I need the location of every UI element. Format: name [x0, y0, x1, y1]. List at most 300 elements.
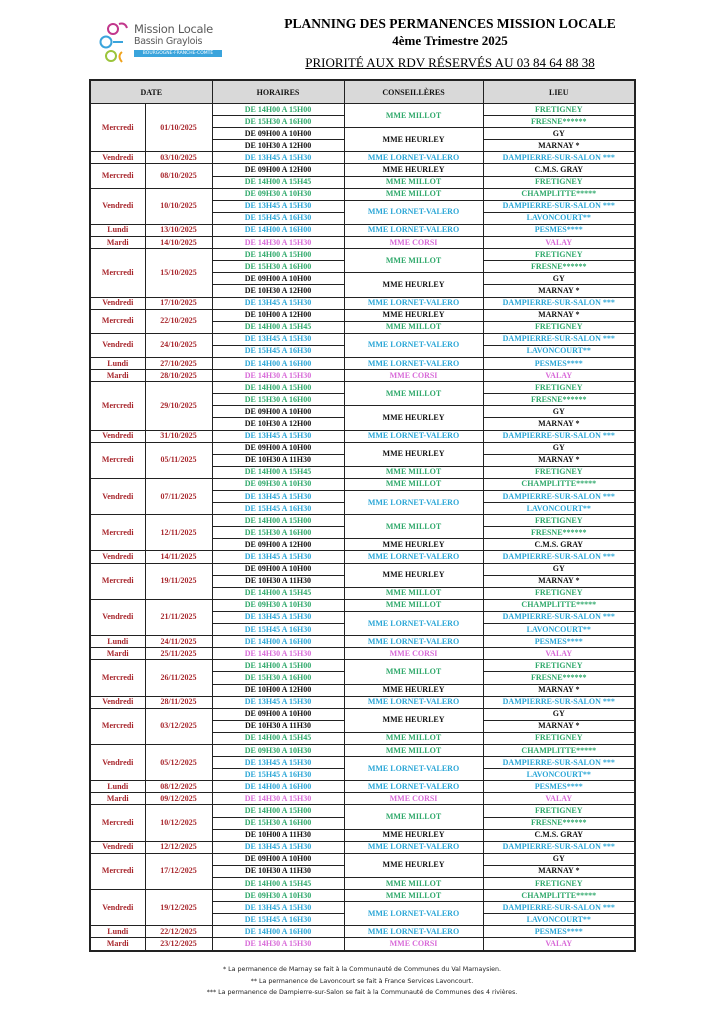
horaire-cell: DE 15H30 A 16H00: [212, 394, 344, 406]
conseillere-cell: MME LORNET-VALERO: [344, 696, 483, 708]
horaire-cell: DE 09H00 A 10H00: [212, 563, 344, 575]
day-cell: Lundi: [90, 224, 145, 236]
lieu-cell: GY: [483, 563, 635, 575]
lieu-cell: FRETIGNEY: [483, 176, 635, 188]
lieu-cell: PESMES****: [483, 224, 635, 236]
lieu-cell: VALAY: [483, 237, 635, 249]
date-cell: 08/10/2025: [145, 164, 212, 188]
logo-region-band: BOURGOGNE-FRANCHE-COMTÉ: [134, 50, 222, 57]
day-cell: Mercredi: [90, 382, 145, 430]
day-cell: Mercredi: [90, 164, 145, 188]
day-cell: Mercredi: [90, 309, 145, 333]
date-cell: 26/11/2025: [145, 660, 212, 696]
horaire-cell: DE 09H00 A 12H00: [212, 539, 344, 551]
conseillere-cell: MME HEURLEY: [344, 128, 483, 152]
date-cell: 28/11/2025: [145, 696, 212, 708]
conseillere-cell: MME HEURLEY: [344, 829, 483, 841]
conseillere-cell: MME LORNET-VALERO: [344, 200, 483, 224]
lieu-cell: DAMPIERRE-SUR-SALON ***: [483, 297, 635, 309]
lieu-cell: FRETIGNEY: [483, 104, 635, 116]
horaire-cell: DE 10H30 A 11H30: [212, 575, 344, 587]
day-cell: Vendredi: [90, 297, 145, 309]
date-cell: 12/12/2025: [145, 841, 212, 853]
horaire-cell: DE 13H45 A 15H30: [212, 611, 344, 623]
table-row: [90, 938, 635, 951]
planning-body: [90, 104, 635, 951]
lieu-cell: MARNAY *: [483, 140, 635, 152]
table-row: [90, 744, 635, 756]
lieu-cell: LAVONCOURT**: [483, 769, 635, 781]
horaire-cell: DE 14H30 A 15H30: [212, 793, 344, 805]
horaire-cell: DE 10H30 A 11H30: [212, 454, 344, 466]
lieu-cell: PESMES****: [483, 357, 635, 369]
day-cell: Mercredi: [90, 515, 145, 551]
conseillere-cell: MME LORNET-VALERO: [344, 926, 483, 938]
day-cell: Lundi: [90, 926, 145, 938]
lieu-cell: DAMPIERRE-SUR-SALON ***: [483, 611, 635, 623]
lieu-cell: DAMPIERRE-SUR-SALON ***: [483, 152, 635, 164]
date-cell: 03/12/2025: [145, 708, 212, 744]
horaire-cell: DE 13H45 A 15H30: [212, 841, 344, 853]
table-row: [90, 224, 635, 236]
lieu-cell: GY: [483, 406, 635, 418]
lieu-cell: MARNAY *: [483, 418, 635, 430]
date-cell: 31/10/2025: [145, 430, 212, 442]
lieu-cell: FRESNE******: [483, 394, 635, 406]
conseillere-cell: MME LORNET-VALERO: [344, 841, 483, 853]
horaire-cell: DE 14H00 A 15H00: [212, 515, 344, 527]
conseillere-cell: MME MILLOT: [344, 599, 483, 611]
mission-locale-logo: [96, 20, 236, 70]
horaire-cell: DE 14H30 A 15H30: [212, 648, 344, 660]
horaire-cell: DE 09H00 A 10H00: [212, 708, 344, 720]
horaire-cell: DE 14H30 A 15H30: [212, 938, 344, 951]
conseillere-cell: MME MILLOT: [344, 660, 483, 684]
lieu-cell: MARNAY *: [483, 285, 635, 297]
conseillere-cell: MME MILLOT: [344, 176, 483, 188]
logo-line1: Mission Locale: [134, 22, 213, 36]
date-cell: 15/10/2025: [145, 249, 212, 297]
table-row: [90, 551, 635, 563]
lieu-cell: VALAY: [483, 793, 635, 805]
lieu-cell: DAMPIERRE-SUR-SALON ***: [483, 551, 635, 563]
date-cell: 24/11/2025: [145, 636, 212, 648]
footnote-dampierre: *** La permanence de Dampierre-sur-Salon se fait à la Communauté de Communes des 4 rivières.: [206, 989, 518, 996]
conseillere-cell: MME MILLOT: [344, 478, 483, 490]
conseillere-cell: MME HEURLEY: [344, 309, 483, 321]
table-row: [90, 841, 635, 853]
day-cell: Mercredi: [90, 104, 145, 152]
horaire-cell: DE 10H30 A 12H00: [212, 285, 344, 297]
conseillere-cell: MME HEURLEY: [344, 273, 483, 297]
conseillere-cell: MME HEURLEY: [344, 684, 483, 696]
conseillere-cell: MME LORNET-VALERO: [344, 781, 483, 793]
conseillere-cell: MME LORNET-VALERO: [344, 757, 483, 781]
horaire-cell: DE 14H00 A 15H45: [212, 321, 344, 333]
date-cell: 21/11/2025: [145, 599, 212, 635]
conseillere-cell: MME MILLOT: [344, 188, 483, 200]
date-cell: 10/12/2025: [145, 805, 212, 841]
table-row: [90, 297, 635, 309]
date-cell: 22/12/2025: [145, 926, 212, 938]
day-cell: Vendredi: [90, 696, 145, 708]
table-row: [90, 515, 635, 527]
day-cell: Vendredi: [90, 478, 145, 514]
conseillere-cell: MME MILLOT: [344, 732, 483, 744]
page-title: PLANNING DES PERMANENCES MISSION LOCALE: [284, 16, 616, 31]
lieu-cell: FRETIGNEY: [483, 382, 635, 394]
date-cell: 14/10/2025: [145, 237, 212, 249]
table-row: [90, 660, 635, 672]
horaire-cell: DE 14H00 A 16H00: [212, 926, 344, 938]
day-cell: Vendredi: [90, 333, 145, 357]
lieu-cell: CHAMPLITTE*****: [483, 478, 635, 490]
horaire-cell: DE 14H00 A 15H45: [212, 732, 344, 744]
horaire-cell: DE 14H00 A 15H45: [212, 466, 344, 478]
horaire-cell: DE 15H45 A 16H30: [212, 212, 344, 224]
horaire-cell: DE 13H45 A 15H30: [212, 430, 344, 442]
horaire-cell: DE 15H45 A 16H30: [212, 503, 344, 515]
horaire-cell: DE 13H45 A 15H30: [212, 200, 344, 212]
horaire-cell: DE 10H00 A 12H00: [212, 309, 344, 321]
date-cell: 28/10/2025: [145, 370, 212, 382]
conseillere-cell: MME LORNET-VALERO: [344, 333, 483, 357]
table-row: [90, 648, 635, 660]
lieu-cell: MARNAY *: [483, 454, 635, 466]
table-row: [90, 309, 635, 321]
column-header-horaires: HORAIRES: [212, 80, 344, 104]
lieu-cell: CHAMPLITTE*****: [483, 599, 635, 611]
conseillere-cell: MME MILLOT: [344, 104, 483, 128]
conseillere-cell: MME CORSI: [344, 793, 483, 805]
planning-table: [89, 79, 636, 952]
day-cell: Mardi: [90, 648, 145, 660]
lieu-cell: DAMPIERRE-SUR-SALON ***: [483, 491, 635, 503]
day-cell: Vendredi: [90, 430, 145, 442]
page-subtitle: 4ème Trimestre 2025: [392, 33, 508, 48]
lieu-cell: GY: [483, 708, 635, 720]
lieu-cell: PESMES****: [483, 781, 635, 793]
horaire-cell: DE 09H00 A 12H00: [212, 164, 344, 176]
priority-phone: PRIORITÉ AUX RDV RÉSERVÉS AU 03 84 64 88 38: [305, 55, 595, 70]
lieu-cell: CHAMPLITTE*****: [483, 188, 635, 200]
day-cell: Vendredi: [90, 188, 145, 224]
lieu-cell: GY: [483, 128, 635, 140]
horaire-cell: DE 13H45 A 15H30: [212, 551, 344, 563]
conseillere-cell: MME MILLOT: [344, 878, 483, 890]
table-row: [90, 249, 635, 261]
conseillere-cell: MME MILLOT: [344, 249, 483, 273]
date-cell: 05/11/2025: [145, 442, 212, 478]
conseillere-cell: MME MILLOT: [344, 744, 483, 756]
table-row: [90, 781, 635, 793]
date-cell: 07/11/2025: [145, 478, 212, 514]
conseillere-cell: MME CORSI: [344, 237, 483, 249]
horaire-cell: DE 09H30 A 10H30: [212, 478, 344, 490]
horaire-cell: DE 15H30 A 16H00: [212, 817, 344, 829]
horaire-cell: DE 14H30 A 15H30: [212, 370, 344, 382]
table-row: [90, 430, 635, 442]
date-cell: 03/10/2025: [145, 152, 212, 164]
horaire-cell: DE 13H45 A 15H30: [212, 757, 344, 769]
horaire-cell: DE 13H45 A 15H30: [212, 152, 344, 164]
conseillere-cell: MME CORSI: [344, 938, 483, 951]
table-row: [90, 563, 635, 575]
day-cell: Vendredi: [90, 152, 145, 164]
lieu-cell: C.M.S. GRAY: [483, 164, 635, 176]
table-row: [90, 853, 635, 865]
lieu-cell: FRETIGNEY: [483, 805, 635, 817]
lieu-cell: VALAY: [483, 648, 635, 660]
horaire-cell: DE 10H00 A 11H30: [212, 829, 344, 841]
horaire-cell: DE 14H00 A 15H45: [212, 587, 344, 599]
lieu-cell: FRETIGNEY: [483, 515, 635, 527]
footnote-marnay: * La permanence de Marnay se fait à la Communauté de Communes du Val Marnaysien.: [222, 966, 502, 973]
horaire-cell: DE 14H00 A 15H45: [212, 878, 344, 890]
horaire-cell: DE 14H00 A 15H00: [212, 660, 344, 672]
table-row: [90, 805, 635, 817]
day-cell: Mercredi: [90, 853, 145, 889]
day-cell: Lundi: [90, 636, 145, 648]
horaire-cell: DE 09H30 A 10H30: [212, 188, 344, 200]
conseillere-cell: MME HEURLEY: [344, 442, 483, 466]
table-row: [90, 164, 635, 176]
conseillere-cell: MME LORNET-VALERO: [344, 636, 483, 648]
date-cell: 27/10/2025: [145, 357, 212, 369]
day-cell: Mercredi: [90, 660, 145, 696]
table-row: [90, 357, 635, 369]
lieu-cell: DAMPIERRE-SUR-SALON ***: [483, 696, 635, 708]
date-cell: 14/11/2025: [145, 551, 212, 563]
table-row: [90, 890, 635, 902]
day-cell: Lundi: [90, 781, 145, 793]
horaire-cell: DE 14H00 A 16H00: [212, 636, 344, 648]
horaire-cell: DE 15H30 A 16H00: [212, 527, 344, 539]
lieu-cell: LAVONCOURT**: [483, 914, 635, 926]
horaire-cell: DE 10H00 A 12H00: [212, 684, 344, 696]
horaire-cell: DE 09H30 A 10H30: [212, 744, 344, 756]
conseillere-cell: MME HEURLEY: [344, 853, 483, 877]
horaire-cell: DE 13H45 A 15H30: [212, 297, 344, 309]
lieu-cell: MARNAY *: [483, 309, 635, 321]
table-row: [90, 696, 635, 708]
lieu-cell: VALAY: [483, 938, 635, 951]
lieu-cell: FRETIGNEY: [483, 321, 635, 333]
conseillere-cell: MME MILLOT: [344, 587, 483, 599]
horaire-cell: DE 09H30 A 10H30: [212, 890, 344, 902]
lieu-cell: LAVONCOURT**: [483, 624, 635, 636]
table-row: [90, 382, 635, 394]
horaire-cell: DE 14H00 A 15H45: [212, 176, 344, 188]
day-cell: Mardi: [90, 237, 145, 249]
table-row: [90, 152, 635, 164]
table-header-row: [90, 80, 635, 104]
date-cell: 19/12/2025: [145, 890, 212, 926]
conseillere-cell: MME LORNET-VALERO: [344, 224, 483, 236]
conseillere-cell: MME MILLOT: [344, 382, 483, 406]
lieu-cell: GY: [483, 273, 635, 285]
horaire-cell: DE 15H30 A 16H00: [212, 261, 344, 273]
lieu-cell: PESMES****: [483, 926, 635, 938]
table-row: [90, 104, 635, 116]
conseillere-cell: MME HEURLEY: [344, 406, 483, 430]
conseillere-cell: MME HEURLEY: [344, 708, 483, 732]
date-cell: 13/10/2025: [145, 224, 212, 236]
horaire-cell: DE 14H00 A 16H00: [212, 781, 344, 793]
date-cell: 08/12/2025: [145, 781, 212, 793]
date-cell: 25/11/2025: [145, 648, 212, 660]
day-cell: Vendredi: [90, 890, 145, 926]
lieu-cell: C.M.S. GRAY: [483, 539, 635, 551]
lieu-cell: FRETIGNEY: [483, 249, 635, 261]
conseillere-cell: MME MILLOT: [344, 321, 483, 333]
horaire-cell: DE 14H00 A 15H00: [212, 104, 344, 116]
lieu-cell: LAVONCOURT**: [483, 212, 635, 224]
conseillere-cell: MME LORNET-VALERO: [344, 297, 483, 309]
conseillere-cell: MME LORNET-VALERO: [344, 611, 483, 635]
lieu-cell: FRETIGNEY: [483, 660, 635, 672]
lieu-cell: LAVONCOURT**: [483, 345, 635, 357]
column-header-lieu: LIEU: [483, 80, 635, 104]
date-cell: 24/10/2025: [145, 333, 212, 357]
table-row: [90, 636, 635, 648]
conseillere-cell: MME LORNET-VALERO: [344, 430, 483, 442]
date-cell: 10/10/2025: [145, 188, 212, 224]
lieu-cell: CHAMPLITTE*****: [483, 890, 635, 902]
day-cell: Vendredi: [90, 744, 145, 780]
date-cell: 19/11/2025: [145, 563, 212, 599]
conseillere-cell: MME CORSI: [344, 648, 483, 660]
lieu-cell: GY: [483, 442, 635, 454]
lieu-cell: MARNAY *: [483, 575, 635, 587]
lieu-cell: VALAY: [483, 370, 635, 382]
table-row: [90, 926, 635, 938]
day-cell: Mercredi: [90, 442, 145, 478]
table-row: [90, 333, 635, 345]
horaire-cell: DE 15H45 A 16H30: [212, 914, 344, 926]
conseillere-cell: MME LORNET-VALERO: [344, 491, 483, 515]
lieu-cell: DAMPIERRE-SUR-SALON ***: [483, 333, 635, 345]
lieu-cell: MARNAY *: [483, 865, 635, 877]
horaire-cell: DE 13H45 A 15H30: [212, 491, 344, 503]
table-row: [90, 793, 635, 805]
conseillere-cell: MME LORNET-VALERO: [344, 551, 483, 563]
lieu-cell: FRESNE******: [483, 116, 635, 128]
horaire-cell: DE 09H00 A 10H00: [212, 853, 344, 865]
day-cell: Mardi: [90, 370, 145, 382]
lieu-cell: DAMPIERRE-SUR-SALON ***: [483, 430, 635, 442]
horaire-cell: DE 09H30 A 10H30: [212, 599, 344, 611]
table-row: [90, 442, 635, 454]
conseillere-cell: MME MILLOT: [344, 466, 483, 478]
day-cell: Mercredi: [90, 805, 145, 841]
horaire-cell: DE 09H00 A 10H00: [212, 406, 344, 418]
column-header-conseilleres: CONSEILLÈRES: [344, 80, 483, 104]
horaire-cell: DE 09H00 A 10H00: [212, 442, 344, 454]
horaire-cell: DE 10H30 A 12H00: [212, 140, 344, 152]
horaire-cell: DE 14H00 A 16H00: [212, 357, 344, 369]
date-cell: 17/12/2025: [145, 853, 212, 889]
table-row: [90, 478, 635, 490]
horaire-cell: DE 09H00 A 10H00: [212, 273, 344, 285]
lieu-cell: FRETIGNEY: [483, 587, 635, 599]
horaire-cell: DE 13H45 A 15H30: [212, 333, 344, 345]
day-cell: Mercredi: [90, 708, 145, 744]
lieu-cell: FRESNE******: [483, 817, 635, 829]
conseillere-cell: MME HEURLEY: [344, 563, 483, 587]
date-cell: 22/10/2025: [145, 309, 212, 333]
horaire-cell: DE 10H30 A 12H00: [212, 418, 344, 430]
table-row: [90, 708, 635, 720]
lieu-cell: PESMES****: [483, 636, 635, 648]
conseillere-cell: MME HEURLEY: [344, 539, 483, 551]
day-cell: Mercredi: [90, 249, 145, 297]
lieu-cell: FRESNE******: [483, 672, 635, 684]
day-cell: Vendredi: [90, 841, 145, 853]
date-cell: 09/12/2025: [145, 793, 212, 805]
horaire-cell: DE 15H45 A 16H30: [212, 345, 344, 357]
date-cell: 29/10/2025: [145, 382, 212, 430]
lieu-cell: GY: [483, 853, 635, 865]
logo-line2: Bassin Graylois: [134, 36, 203, 47]
conseillere-cell: MME LORNET-VALERO: [344, 357, 483, 369]
lieu-cell: MARNAY *: [483, 720, 635, 732]
day-cell: Lundi: [90, 357, 145, 369]
lieu-cell: FRESNE******: [483, 261, 635, 273]
horaire-cell: DE 13H45 A 15H30: [212, 696, 344, 708]
horaire-cell: DE 15H30 A 16H00: [212, 672, 344, 684]
date-cell: 01/10/2025: [145, 104, 212, 152]
date-cell: 12/11/2025: [145, 515, 212, 551]
conseillere-cell: MME LORNET-VALERO: [344, 902, 483, 926]
day-cell: Vendredi: [90, 551, 145, 563]
horaire-cell: DE 09H00 A 10H00: [212, 128, 344, 140]
lieu-cell: DAMPIERRE-SUR-SALON ***: [483, 902, 635, 914]
day-cell: Mercredi: [90, 563, 145, 599]
horaire-cell: DE 14H00 A 15H00: [212, 249, 344, 261]
day-cell: Mardi: [90, 938, 145, 951]
lieu-cell: FRETIGNEY: [483, 878, 635, 890]
horaire-cell: DE 14H00 A 15H00: [212, 805, 344, 817]
horaire-cell: DE 14H30 A 15H30: [212, 237, 344, 249]
footnote-lavoncourt: ** La permanence de Lavoncourt se fait à France Services Lavoncourt.: [250, 977, 474, 985]
conseillere-cell: MME HEURLEY: [344, 164, 483, 176]
horaire-cell: DE 14H00 A 16H00: [212, 224, 344, 236]
footnotes: [100, 964, 624, 999]
table-row: [90, 370, 635, 382]
column-header-date: DATE: [90, 80, 212, 104]
lieu-cell: DAMPIERRE-SUR-SALON ***: [483, 841, 635, 853]
day-cell: Vendredi: [90, 599, 145, 635]
horaire-cell: DE 10H30 A 11H30: [212, 720, 344, 732]
conseillere-cell: MME CORSI: [344, 370, 483, 382]
horaire-cell: DE 15H30 A 16H00: [212, 116, 344, 128]
horaire-cell: DE 15H45 A 16H30: [212, 624, 344, 636]
lieu-cell: FRETIGNEY: [483, 732, 635, 744]
conseillere-cell: MME LORNET-VALERO: [344, 152, 483, 164]
lieu-cell: C.M.S. GRAY: [483, 829, 635, 841]
lieu-cell: DAMPIERRE-SUR-SALON ***: [483, 757, 635, 769]
conseillere-cell: MME MILLOT: [344, 515, 483, 539]
day-cell: Mardi: [90, 793, 145, 805]
horaire-cell: DE 15H45 A 16H30: [212, 769, 344, 781]
conseillere-cell: MME MILLOT: [344, 890, 483, 902]
table-row: [90, 237, 635, 249]
lieu-cell: FRETIGNEY: [483, 466, 635, 478]
lieu-cell: DAMPIERRE-SUR-SALON ***: [483, 200, 635, 212]
logo-rings-icon: [96, 20, 134, 70]
lieu-cell: MARNAY *: [483, 684, 635, 696]
